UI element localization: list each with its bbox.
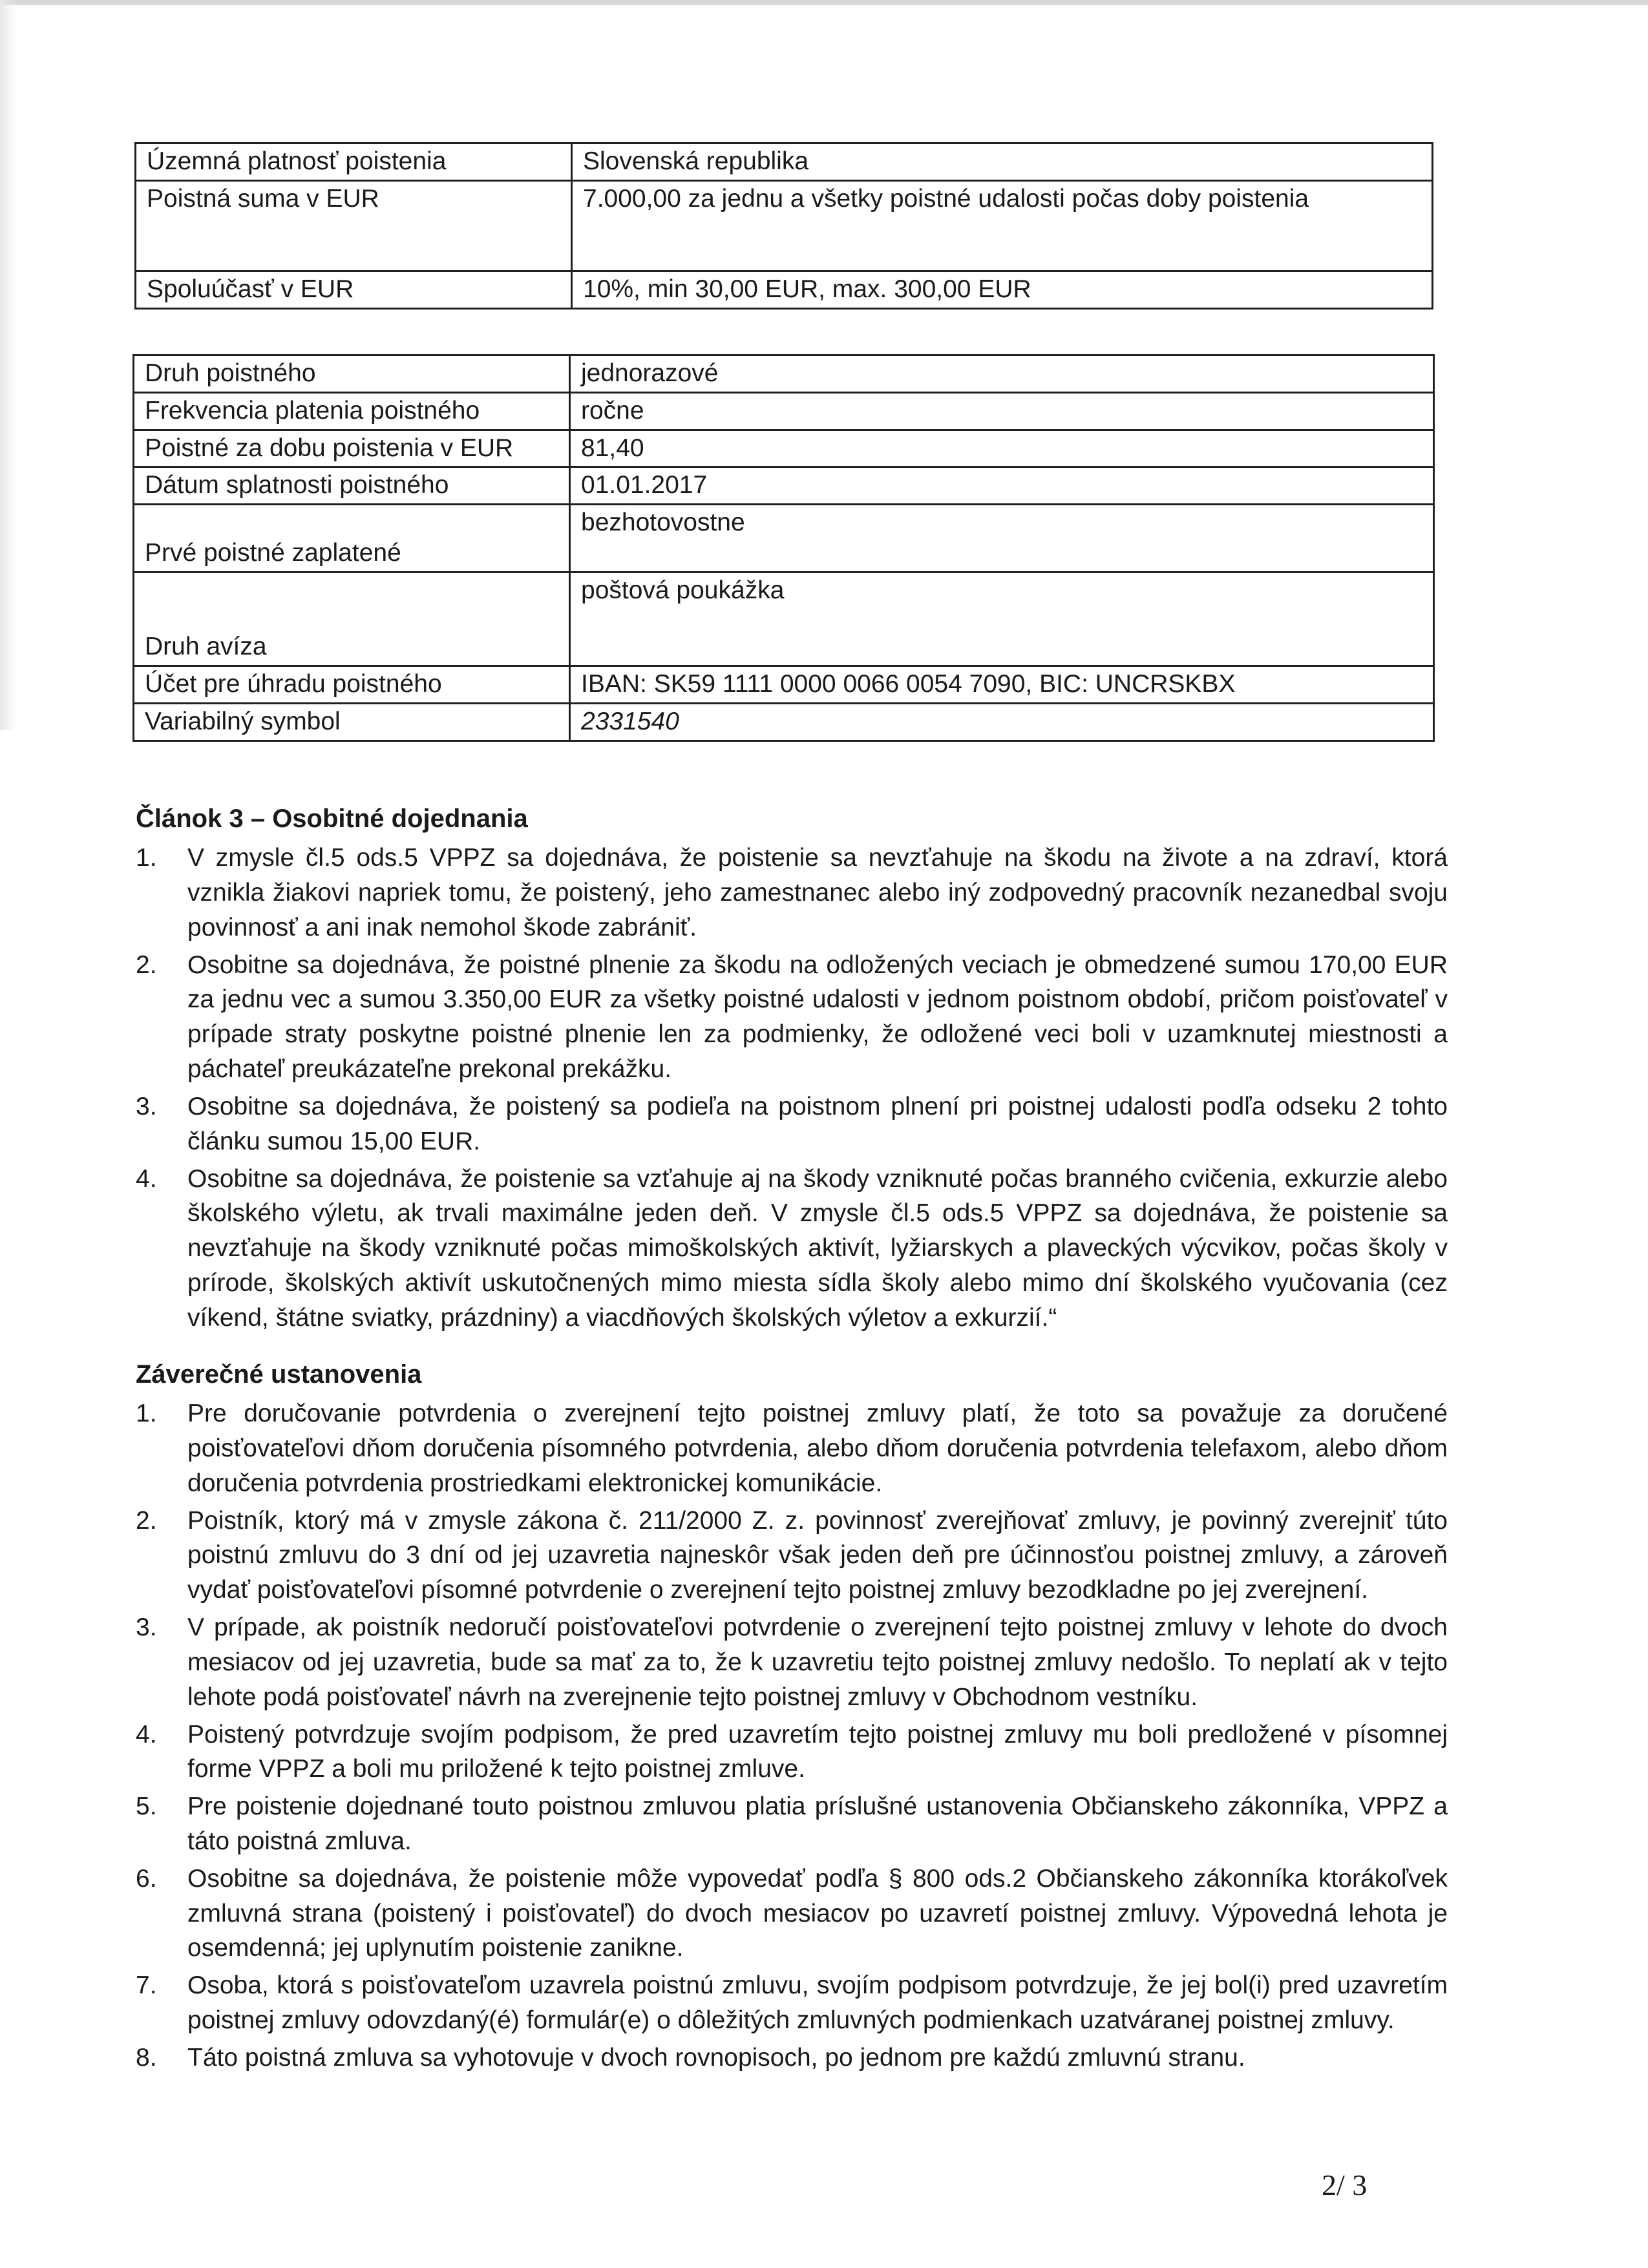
- item-text: Táto poistná zmluva sa vyhotovuje v dvoch rovnopisoch, po jednom pre každú zmluvnú stranu.: [187, 2043, 1245, 2072]
- item-number: 4.: [136, 1720, 157, 1748]
- table-row: [136, 271, 1433, 308]
- list-item: [136, 1789, 1448, 1859]
- item-text: Osobitne sa dojednáva, že poistenie sa vzťahuje aj na škody vzniknuté počas branného cvičenia, exkurzie alebo školského výletu, ak trvali maximálne jeden deň. V zmysle čl.5 ods.5 VPPZ sa dojednáva, že poistenie sa nevzťahuje na škody vzniknuté počas mimoškolských aktivít, lyžiarskych a plaveckých výcvikov, počas školy v prírode, školských aktivít uskutočnených mimo miesta sídla školy alebo mimo dní školského vyučovania (cez víkend, štátne sviatky, prázdniny) a viacdňových školských výletov a exkurzií.“: [187, 1164, 1448, 1332]
- coverage-table: [134, 142, 1433, 310]
- list-item: [136, 841, 1448, 945]
- item-number: 2.: [136, 950, 157, 979]
- table-value: ročne: [570, 392, 1434, 430]
- item-text: Poistník, ktorý má v zmysle zákona č. 211/2000 Z. z. povinnosť zverejňovať zmluvy, je povinný zverejniť túto poistnú zmluvu do 3 dní od jej uzavretia najneskôr však jeden deň pre účinnosťou poistnej zmluvy, a zároveň vydať poisťovateľovi písomné potvrdenie o zverejnení tejto poistnej zmluvy bezodkladne po jej zverejnení.: [187, 1506, 1448, 1604]
- item-number: 7.: [136, 1971, 157, 2000]
- table-value: 81,40: [570, 430, 1434, 467]
- table-row: [136, 143, 1433, 181]
- list-item: [136, 1717, 1448, 1787]
- list-item: [136, 1862, 1448, 1966]
- list-item: [136, 1504, 1448, 1608]
- section-title: Článok 3 – Osobitné dojednania: [136, 804, 528, 833]
- table-label: Územná platnosť poistenia: [136, 143, 572, 181]
- item-number: 8.: [136, 2043, 157, 2072]
- page-number: 2/ 3: [1322, 2168, 1368, 2201]
- item-text: Osoba, ktorá s poisťovateľom uzavrela poistnú zmluvu, svojím podpisom potvrdzuje, že jej bol(i) pred uzavretím poistnej zmluvy odovzdaný(é) formulár(e) o dôležitých zmluvných podmienkach uzatváranej poistnej zmluvy.: [187, 1971, 1448, 2034]
- table-row: [134, 355, 1434, 393]
- table-value: bezhotovostne: [570, 505, 1434, 572]
- final-provisions-section: [136, 1357, 1448, 2078]
- table-value: Slovenská republika: [572, 143, 1433, 181]
- item-text: Osobitne sa dojednáva, že poistné plnenie za škodu na odložených veciach je obmedzené sumou 170,00 EUR za jednu vec a sumou 3.350,00 EUR za všetky poistné udalosti v jednom poistnom období, pričom poisťovateľ v prípade straty poskytne poistné plnenie len za podmienky, že odložené veci boli v uzamknutej miestnosti a páchateľ preukázateľne prekonal prekážku.: [187, 950, 1448, 1084]
- item-number: 6.: [136, 1864, 157, 1893]
- table-row: [134, 392, 1434, 430]
- table-row: [134, 666, 1434, 704]
- item-text: Pre poistenie dojednané touto poistnou zmluvou platia príslušné ustanovenia Občianskeho zákonníka, VPPZ a táto poistná zmluva.: [187, 1792, 1448, 1855]
- table-value: jednorazové: [570, 355, 1434, 393]
- premium-table: [132, 354, 1435, 742]
- section-title: Záverečné ustanovenia: [136, 1360, 422, 1389]
- table-value: IBAN: SK59 1111 0000 0066 0054 7090, BIC: UNCRSKBX: [570, 666, 1434, 704]
- table-label: Dátum splatnosti poistného: [134, 467, 570, 505]
- scan-edge-left: [0, 0, 17, 730]
- item-text: Poistený potvrdzuje svojím podpisom, že pred uzavretím tejto poistnej zmluvy mu boli predložené v písomnej forme VPPZ a boli mu priložené k tejto poistnej zmluve.: [187, 1720, 1448, 1783]
- table-value: 01.01.2017: [570, 467, 1434, 505]
- list-item: [136, 1968, 1448, 2038]
- final-provisions-list: [136, 1396, 1448, 2075]
- table-row: [134, 572, 1434, 666]
- table-label: Druh avíza: [134, 572, 570, 666]
- table-label: Účet pre úhradu poistného: [134, 666, 570, 704]
- list-item: [136, 1089, 1448, 1159]
- item-number: 3.: [136, 1092, 157, 1120]
- item-number: 5.: [136, 1792, 157, 1821]
- table-row: [134, 430, 1434, 467]
- table-row: [134, 703, 1434, 740]
- item-number: 1.: [136, 844, 157, 872]
- table-value: poštová poukážka: [570, 572, 1434, 666]
- table-row: [134, 467, 1434, 505]
- list-item: [136, 2041, 1448, 2075]
- table-label: Variabilný symbol: [134, 703, 570, 740]
- list-item: [136, 948, 1448, 1087]
- item-text: Osobitne sa dojednáva, že poistený sa podieľa na poistnom plnení pri poistnej udalosti podľa odseku 2 tohto článku sumou 15,00 EUR.: [187, 1092, 1448, 1155]
- item-text: V zmysle čl.5 ods.5 VPPZ sa dojednáva, že poistenie sa nevzťahuje na škodu na živote a na zdraví, ktorá vznikla žiakovi napriek tomu, že poistený, jeho zamestnanec alebo iný zodpovedný pracovník nezanedbal svoju povinnosť a ani inak nemohol škode zabrániť.: [187, 844, 1448, 941]
- article-3-list: [136, 841, 1448, 1335]
- article-3-section: [136, 801, 1448, 1338]
- table-value: 10%, min 30,00 EUR, max. 300,00 EUR: [572, 271, 1433, 308]
- item-number: 1.: [136, 1400, 157, 1428]
- table-label: Poistná suma v EUR: [136, 180, 572, 271]
- table-label: Poistné za dobu poistenia v EUR: [134, 430, 570, 467]
- table-label: Frekvencia platenia poistného: [134, 392, 570, 430]
- list-item: [136, 1162, 1448, 1336]
- table-label: Spoluúčasť v EUR: [136, 271, 572, 308]
- item-number: 2.: [136, 1506, 157, 1535]
- item-text: Pre doručovanie potvrdenia o zverejnení tejto poistnej zmluvy platí, že toto sa považuje za doručené poisťovateľovi dňom doručenia písomného potvrdenia, alebo dňom doručenia potvrdenia telefaxom, alebo dňom doručenia potvrdenia prostriedkami elektronickej komunikácie.: [187, 1400, 1448, 1497]
- item-number: 3.: [136, 1613, 157, 1642]
- table-value: 7.000,00 za jednu a všetky poistné udalosti počas doby poistenia: [572, 180, 1433, 271]
- list-item: [136, 1396, 1448, 1500]
- item-number: 4.: [136, 1164, 157, 1193]
- item-text: V prípade, ak poistník nedoručí poisťovateľovi potvrdenie o zverejnení tejto poistnej zmluvy v lehote do dvoch mesiacov od jej uzavretia, bude sa mať za to, že k uzavretiu tejto poistnej zmluvy nedošlo. To neplatí ak v tejto lehote podá poisťovateľ návrh na zverejnenie tejto poistnej zmluvy v Obchodnom vestníku.: [187, 1613, 1448, 1711]
- list-item: [136, 1610, 1448, 1714]
- scan-edge-top: [0, 0, 1648, 5]
- table-label: Druh poistného: [134, 355, 570, 393]
- item-text: Osobitne sa dojednáva, že poistenie môže vypovedať podľa § 800 ods.2 Občianskeho zákonníka ktorákoľvek zmluvná strana (poistený i poisťovateľ) do dvoch mesiacov po uzavretí poistnej zmluvy. Výpovedná lehota je osemdenná; jej uplynutím poistenie zanikne.: [187, 1864, 1448, 1962]
- table-row: [134, 505, 1434, 572]
- table-row: [136, 180, 1433, 271]
- table-label: Prvé poistné zaplatené: [134, 505, 570, 572]
- variable-symbol-value: 2331540: [570, 703, 1434, 740]
